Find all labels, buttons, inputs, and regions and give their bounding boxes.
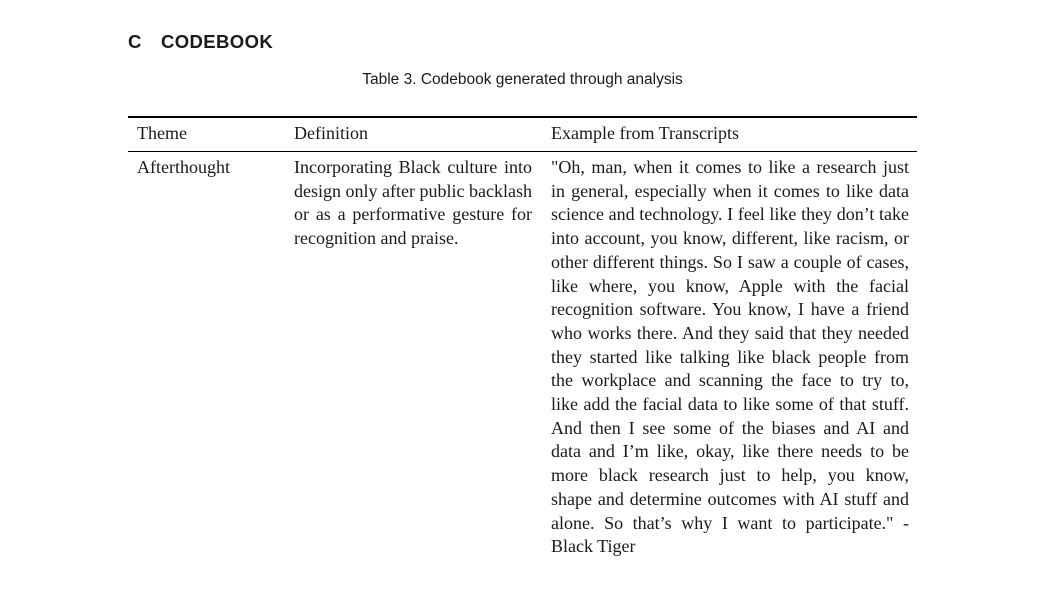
table-caption: Table 3. Codebook generated through analysis [362,71,683,88]
theme-cell: Afterthought [137,157,230,177]
section-number: C [128,31,142,52]
column-header-example: Example from Transcripts [551,123,739,143]
section-heading [128,31,273,53]
example-cell: "Oh, man, when it comes to like a research just in general, especially when it comes to like data science and technology. I feel like they don’t take into account, you know, different, like racism, or other different things. So I saw a couple of cases, like where, you know, Apple with the facial recognition software. You know, I have a friend who works there. And they said that they needed they started like talking like black people from the workplace and scanning the face to try to, like add the facial data to like some of that stuff. And then I see some of the biases and AI and data and I’m like, okay, like there needs to be more black research just to help, you know, shape and determine outcomes with AI stuff and alone. So that’s why I want to participate." - Black Tiger [551,157,909,557]
column-header-definition: Definition [294,123,368,143]
section-title: CODEBOOK [161,31,274,52]
table-top-rule [128,116,917,118]
definition-cell: Incorporating Black culture into design only after public backlash or as a performative gesture for recognition and praise. [294,157,532,249]
table-header-rule [128,151,917,152]
column-header-theme: Theme [137,123,187,143]
